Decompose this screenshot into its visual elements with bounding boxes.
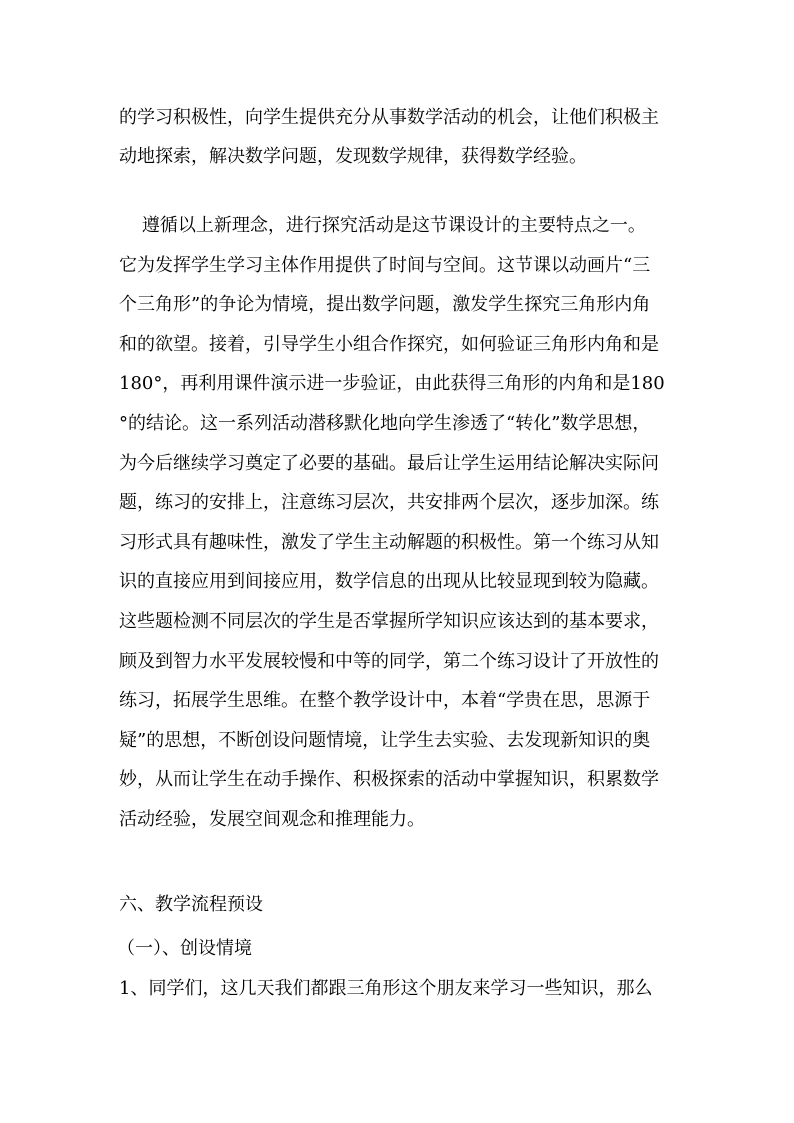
paragraph-line: 练习，拓展学生思维。在整个教学设计中，本着“学贵在思，思源于	[119, 690, 651, 712]
paragraph-line: 题，练习的安排上，注意练习层次，共安排两个层次，逐步加深。练	[119, 492, 659, 514]
paragraph-line: 遵循以上新理念，进行探究活动是这节课设计的主要特点之一。	[119, 215, 646, 236]
list-item: 1、同学们，这几天我们都跟三角形这个朋友来学习一些知识，那么	[119, 978, 653, 999]
paragraph-line: 顾及到智力水平发展较慢和中等的同学，第二个练习设计了开放性的	[119, 650, 659, 672]
paragraph-line: 的学习积极性，向学生提供充分从事数学活动的机会，让他们积极主	[119, 107, 659, 128]
subsection-heading: （一）、创设情境	[117, 938, 252, 959]
paragraph-2	[119, 206, 679, 840]
paragraph-line: 活动经验，发展空间观念和推理能力。	[119, 808, 425, 830]
paragraph-1	[119, 98, 679, 176]
paragraph-line: 妙，从而让学生在动手操作、积极探索的活动中掌握知识，积累数学	[119, 769, 659, 791]
paragraph-line: 这些题检测不同层次的学生是否掌握所学知识应该达到的基本要求，	[119, 610, 659, 632]
paragraph-line: 和的欲望。接着，引导学生小组合作探究，如何验证三角形内角和是	[119, 333, 659, 355]
section-heading: 六、教学流程预设	[119, 894, 263, 915]
paragraph-line: 识的直接应用到间接应用，数学信息的出现从比较显现到较为隐藏。	[119, 571, 659, 593]
paragraph-line: 它为发挥学生学习主体作用提供了时间与空间。这节课以动画片“三	[119, 254, 651, 276]
paragraph-line: °的结论。这一系列活动潜移默化地向学生渗透了“转化”数学思想，	[119, 412, 651, 434]
paragraph-line: 疑”的思想，不断创设问题情境，让学生去实验、去发现新知识的奥	[119, 729, 651, 751]
paragraph-line: 个三角形”的争论为情境，提出数学问题，激发学生探究三角形内角	[119, 294, 651, 316]
paragraph-line: 习形式具有趣味性，激发了学生主动解题的积极性。第一个练习从知	[119, 531, 659, 553]
paragraph-line: 动地探索，解决数学问题，发现数学规律，获得数学经验。	[119, 146, 587, 167]
paragraph-line: 为今后继续学习奠定了必要的基础。最后让学生运用结论解决实际问	[119, 452, 659, 474]
paragraph-line: 180°，再利用课件演示进一步验证，由此获得三角形的内角和是180	[119, 373, 665, 395]
